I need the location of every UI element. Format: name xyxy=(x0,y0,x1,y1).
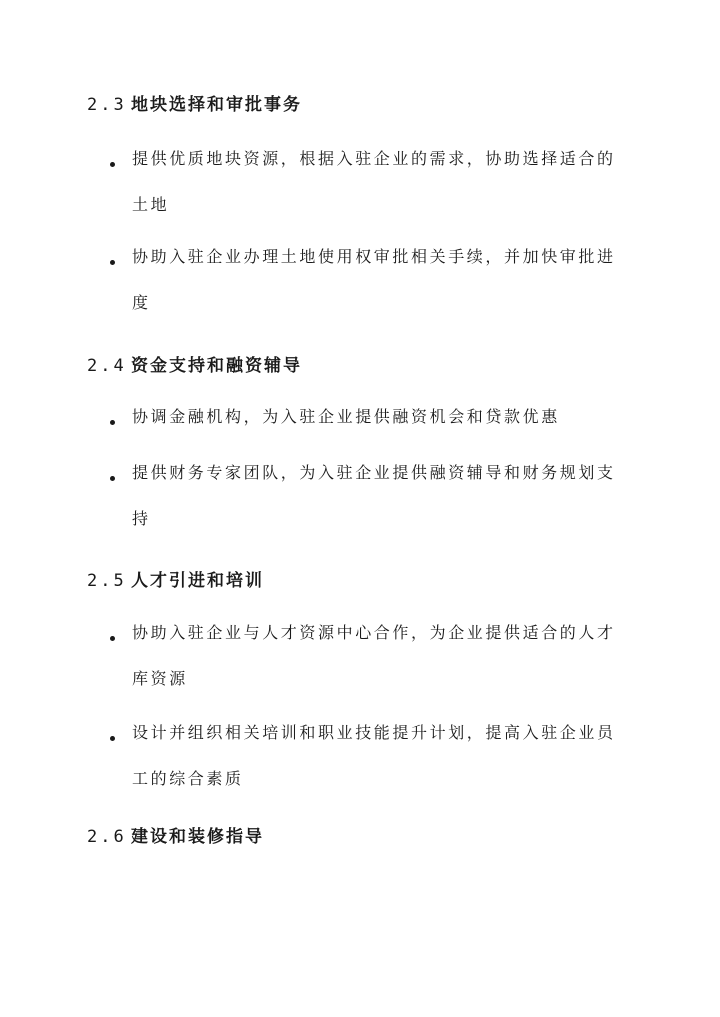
section-title: 地块选择和审批事务 xyxy=(131,95,302,115)
bullet-dot-icon xyxy=(110,636,115,641)
list-item xyxy=(110,248,630,326)
list-item-text: 协调金融机构，为入驻企业提供融资机会和贷款优惠 xyxy=(132,407,560,426)
bullet-dot-icon xyxy=(110,162,115,167)
section-number: 2.4 xyxy=(87,356,127,376)
list-item xyxy=(110,150,630,228)
section-heading-2-3 xyxy=(87,90,302,115)
section-number: 2.5 xyxy=(87,571,127,591)
section-number: 2.6 xyxy=(87,827,127,847)
bullet-dot-icon xyxy=(110,736,115,741)
bullet-dot-icon xyxy=(110,420,115,425)
section-number: 2.3 xyxy=(87,95,127,115)
list-item-text: 协助入驻企业与人才资源中心合作，为企业提供适合的人才库资源 xyxy=(132,623,616,688)
section-title: 人才引进和培训 xyxy=(131,571,264,591)
list-item xyxy=(110,724,630,802)
bullet-dot-icon xyxy=(110,260,115,265)
list-item xyxy=(110,624,630,702)
section-heading-2-4 xyxy=(87,351,302,376)
list-item-text: 设计并组织相关培训和职业技能提升计划，提高入驻企业员工的综合素质 xyxy=(132,723,616,788)
list-item xyxy=(110,408,630,440)
bullet-dot-icon xyxy=(110,476,115,481)
section-heading-2-5 xyxy=(87,566,264,591)
list-item-text: 提供优质地块资源，根据入驻企业的需求，协助选择适合的土地 xyxy=(132,149,616,214)
section-title: 建设和装修指导 xyxy=(131,827,264,847)
list-item xyxy=(110,464,630,542)
section-heading-2-6 xyxy=(87,822,264,847)
section-title: 资金支持和融资辅导 xyxy=(131,356,302,376)
list-item-text: 提供财务专家团队，为入驻企业提供融资辅导和财务规划支持 xyxy=(132,463,616,528)
list-item-text: 协助入驻企业办理土地使用权审批相关手续，并加快审批进度 xyxy=(132,247,616,312)
